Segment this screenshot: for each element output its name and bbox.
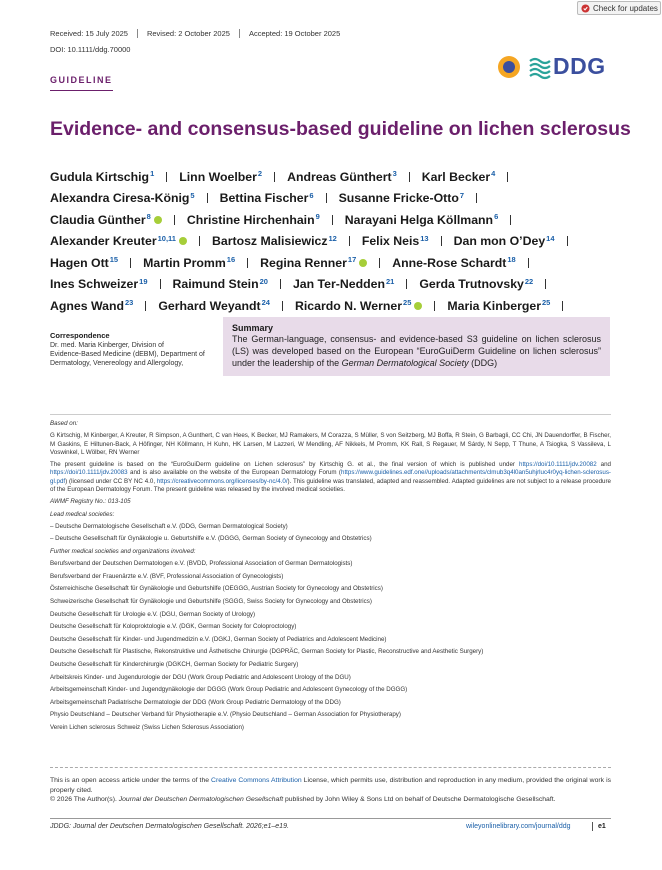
author-line	[50, 295, 615, 317]
affiliation-number: 5	[190, 190, 195, 200]
affiliation-number: 21	[385, 276, 395, 286]
author-name: Linn Woelber	[179, 169, 257, 184]
author-separator	[562, 301, 563, 311]
author-separator	[567, 236, 568, 246]
author-name: Christine Hirchenhain	[186, 212, 315, 227]
affiliation-number: 25	[403, 298, 412, 308]
author-separator	[528, 258, 529, 268]
affiliation-number: 12	[328, 233, 337, 243]
copyright-statement: © 2026 The Author(s). Journal der Deutschen Dermatologischen Gesellschaft published by John Wiley & Sons Ltd on behalf of Deutsche Dermatologische Gesellschaft.	[50, 796, 556, 803]
author[interactable]	[50, 256, 118, 270]
author-separator	[507, 172, 508, 182]
author[interactable]	[295, 299, 422, 313]
correspondence-line: Dermatology, Venereology and Allergology,	[50, 360, 184, 367]
summary-box	[223, 317, 610, 376]
author-name: Anne-Rose Schardt	[392, 255, 507, 270]
correspondence-heading: Correspondence	[50, 331, 110, 340]
based-on-label: Based on:	[50, 420, 78, 427]
author-name: Jan Ter-Nedden	[292, 277, 385, 292]
author-separator	[274, 172, 275, 182]
article-title: Evidence- and consensus-based guideline on lichen sclerosus	[50, 118, 631, 140]
author-separator	[441, 236, 442, 246]
author[interactable]	[179, 170, 262, 184]
affiliation-number: 16	[226, 255, 236, 265]
participating-society: Deutsche Gesellschaft für Plastische, Rekonstruktive und Ästhetische Chirurgie (DGPRÄC, German Society for Plastic, Reconstructive and Aesthetic Surgery)	[50, 648, 484, 656]
author-separator	[247, 258, 248, 268]
edf-guideline-link[interactable]: https://www.guidelines.edf.one//uploads/attachments/clmub3q4l0an5uhjrluc4r0yq-lichen-sclerosus-gl.pdf	[50, 469, 611, 485]
lead-society: – Deutsche Dermatologische Gesellschaft e.V. (DDG, German Dermatological Society)	[50, 522, 288, 530]
author[interactable]	[50, 277, 148, 291]
affiliation-number: 25	[542, 298, 551, 308]
affiliation-number: 9	[315, 212, 320, 222]
further-societies-list	[50, 560, 611, 732]
author-separator	[130, 258, 131, 268]
affiliation-number: 1	[150, 169, 155, 179]
correspondence	[50, 331, 215, 368]
divider	[50, 414, 611, 415]
author-separator	[406, 279, 407, 289]
affiliation-number: 10,11	[157, 233, 176, 243]
journal-citation: JDDG: Journal der Deutschen Dermatologischen Gesellschaft. 2026;e1–e19.	[50, 823, 289, 830]
author[interactable]	[50, 170, 154, 184]
license-link[interactable]: https://creativecommons.org/licenses/by-nc/4.0/	[156, 477, 288, 485]
correspondence-line: Evidence-Based Medicine (dEBM), Department of	[50, 351, 205, 358]
logo-text: DDG	[553, 53, 606, 79]
awmf-registry: AWMF Registry No.: 013-105	[50, 498, 131, 506]
affiliation-number: 8	[146, 212, 151, 222]
further-societies-label: Further medical societies and organizations involved:	[50, 547, 196, 555]
affiliation-number: 14	[546, 233, 555, 243]
author-name: Ricardo N. Werner	[294, 298, 403, 313]
participating-society: Arbeitskreis Kinder- und Jugendurologie der DGU (Work Group Pediatric and Adolescent Urology of the DGU)	[50, 673, 351, 681]
participating-society: Arbeitsgemeinschaft Padiatrische Dermatologie der DDG (Work Group Pediatric Dermatology of the DDG)	[50, 698, 341, 706]
author-name: Bartosz Malisiewicz	[211, 234, 328, 249]
author[interactable]	[454, 234, 555, 248]
participating-society: Berufsverband der Frauenärzte e.V. (BVF, Professional Association of Gynecologists)	[50, 572, 284, 580]
author-name: Raimund Stein	[172, 277, 259, 292]
participating-society: Arbeitsgemeinschaft Kinder- und Jugendgynäkologie der DGGG (Work Group Pediatric and Adolescent Gynecology of the DGGG)	[50, 686, 408, 694]
author[interactable]	[287, 170, 397, 184]
author-name: Alexandra Ciresa-König	[50, 191, 190, 206]
author-line	[50, 231, 615, 253]
orcid-icon[interactable]	[154, 216, 162, 224]
orcid-icon[interactable]	[179, 237, 187, 245]
author[interactable]	[392, 256, 515, 270]
author-separator	[332, 215, 333, 225]
author[interactable]	[173, 277, 268, 291]
affiliation-number: 18	[507, 255, 516, 265]
participating-society: Physio Deutschland – Deutscher Verband für Physiotherapie e.V. (Physio Deutschland – German Association for Physiotherapy)	[50, 711, 401, 719]
affiliation-number: 4	[491, 169, 496, 179]
affiliation-number: 13	[420, 233, 429, 243]
participating-society: Deutsche Gesellschaft für Urologie e.V. (DGU, German Society of Urology)	[50, 610, 256, 618]
author-separator	[545, 279, 546, 289]
accepted-date: Accepted: 19 October 2025	[248, 29, 341, 38]
participating-society: Verein Lichen sclerosus Schweiz (Swiss Lichen Sclerosus Association)	[50, 723, 244, 731]
author[interactable]	[50, 234, 187, 248]
author-name: Bettina Fischer	[219, 191, 309, 206]
affiliation-number: 7	[459, 190, 465, 200]
footer-separator	[592, 822, 593, 831]
participating-society: Berufsverband der Deutschen Dermatologen e.V. (BVDD, Professional Association of German Dermatologists)	[50, 560, 353, 568]
author-separator	[476, 193, 477, 203]
affiliation-number: 20	[259, 276, 268, 286]
author[interactable]	[50, 191, 195, 205]
summary-heading: Summary	[232, 323, 274, 333]
author-separator	[199, 236, 200, 246]
author-name: Gerda Trutnovsky	[419, 277, 524, 292]
affiliation-number: 3	[392, 169, 397, 179]
affiliation-number: 24	[261, 298, 270, 308]
author-name: Martin Promm	[143, 255, 226, 270]
lead-societies-label: Lead medical societies:	[50, 510, 115, 518]
affiliation-number: 15	[109, 255, 119, 265]
article-dates	[50, 29, 358, 38]
label-underline	[50, 90, 113, 91]
received-date: Received: 15 July 2025	[50, 29, 138, 38]
affiliation-number: 19	[139, 276, 148, 286]
author-name: Gudula Kirtschig	[50, 169, 150, 184]
divider	[50, 767, 611, 768]
participating-society: Deutsche Gesellschaft für Koloproktologie e.V. (DGK, German Society for Coloproctology)	[50, 623, 297, 631]
orcid-icon[interactable]	[359, 259, 367, 267]
open-access-statement: This is an open access article under the terms of the Creative Commons Attribution License, which permits use, distribution and reproduction in any medium, provided the original work is properly cited.	[50, 777, 611, 794]
author[interactable]	[345, 213, 498, 227]
author[interactable]	[362, 234, 429, 248]
author-name: Ines Schweizer	[50, 277, 139, 292]
affiliation-number: 2	[257, 169, 263, 179]
participating-society: Österreichische Gesellschaft für Gynäkologie und Geburtshilfe (OEGGG, Austrian Society for Gynecology and Obstetrics)	[50, 585, 383, 593]
author-separator	[282, 301, 283, 311]
author-name: Gerhard Weyandt	[158, 298, 261, 313]
author[interactable]	[143, 256, 235, 270]
doi-link[interactable]: https://doi/10.1111/jdv.20082	[519, 461, 597, 469]
author-separator	[326, 193, 327, 203]
author-separator	[510, 215, 511, 225]
author-name: Dan mon O’Dey	[453, 234, 546, 249]
journal-url-link[interactable]: wileyonlinelibrary.com/journal/ddg	[466, 823, 571, 830]
article-type-label: GUIDELINE	[50, 75, 113, 85]
author-name: Regina Renner	[260, 255, 347, 270]
author-separator	[409, 172, 410, 182]
participating-society: Deutsche Gesellschaft für Kinder- und Jugendmedizin e.V. (DGKJ, German Society of Pediatrics and Adolescent Medicine)	[50, 635, 387, 643]
footer-divider	[50, 818, 611, 819]
doi: DOI: 10.1111/ddg.70000	[50, 45, 131, 54]
author-separator	[174, 215, 175, 225]
page-number: e1	[598, 823, 606, 830]
author-separator	[434, 301, 435, 311]
author-separator	[145, 301, 146, 311]
author[interactable]	[187, 213, 320, 227]
author-separator	[379, 258, 380, 268]
author[interactable]	[447, 299, 550, 313]
check-for-updates-button[interactable]	[577, 1, 661, 15]
based-on-authors: G Kirtschig, M Kinberger, A Kreuter, R Simpson, A Gunthert, C van Hees, K Becker, MJ Ramakers, M Corazza, S Müller, S von Seitzberg, MJ Boffa, R Stein, G Barbagli, CC Chi, JN Dauendorffer, B Fischer, M Gaskins, E Hiltunen-Back, A Höfinger, NH Köllmann, H Kuhn, HK Larsen, M Lazzeri, W Mendling, AF Nikkels, M Promm, KK Rall, S Regauer, M Sárdy, N Sepp, T Thune, A Tsiogka, S Vassileva, L Voswinkel, L Wölber, RN Werner	[50, 432, 611, 456]
cc-by-link[interactable]: Creative Commons Attribution	[211, 777, 302, 784]
orcid-icon[interactable]	[414, 302, 422, 310]
based-on-statement: The present guideline is based on the “EuroGuiDerm guideline on Lichen sclerosus” by Kirtschig G. et al., the final version of which is published under https://doi/10.1111/jdv.20082 and https://doi/10.1111/jdv.20083 and is also available on the website of the European Dermatology Forum (https://www.guidelines.edf.one//uploads/attachments/clmub3q4l0an5uhjrluc4r0yq-lichen-sclerosus-gl.pdf) (licensed under CC BY NC 4.0, https://creativecommons.org/licenses/by-nc/4.0/). This guideline was translated, adapted and reassembled. Adapted guidelines are not subject to a release procedure of the European Dermatology Forum. The present guideline was released by the involved medical societies.	[50, 461, 611, 494]
author[interactable]	[260, 256, 367, 270]
author-name: Karl Becker	[421, 169, 491, 184]
affiliation-number: 6	[494, 212, 499, 222]
author[interactable]	[50, 299, 133, 313]
author-name: Alexander Kreuter	[50, 234, 157, 249]
author-separator	[166, 172, 167, 182]
author-line	[50, 209, 615, 231]
lead-society: – Deutsche Gesellschaft für Gynäkologie u. Geburtshilfe e.V. (DGGG, German Society of Gynecology and Obstetrics)	[50, 535, 372, 543]
participating-society: Schweizerische Gesellschaft für Gynäkologie und Geburtshilfe (SGGG, Swiss Society for Gynecology and Obstetrics)	[50, 597, 372, 605]
author-name: Susanne Fricke-Otto	[338, 191, 459, 206]
author[interactable]	[419, 277, 533, 291]
affiliation-number: 6	[309, 190, 314, 200]
author-separator	[207, 193, 208, 203]
author-name: Maria Kinberger	[447, 298, 542, 313]
author-name: Claudia Günther	[50, 212, 146, 227]
author-line	[50, 252, 615, 274]
affiliation-number: 22	[524, 276, 534, 286]
author-name: Narayani Helga Köllmann	[344, 212, 494, 227]
author[interactable]	[220, 191, 314, 205]
author-separator	[280, 279, 281, 289]
author[interactable]	[339, 191, 464, 205]
doi-link[interactable]: https://doi/10.1111/jdv.20083	[50, 469, 128, 477]
author[interactable]	[50, 213, 162, 227]
author-line	[50, 188, 615, 210]
correspondence-line: Dr. med. Maria Kinberger, Division of	[50, 342, 164, 349]
author[interactable]	[293, 277, 394, 291]
author-list	[50, 166, 615, 317]
revised-date: Revised: 2 October 2025	[147, 29, 240, 38]
check-updates-label: Check for updates	[593, 3, 658, 13]
author-line	[50, 166, 615, 188]
ddg-logo	[497, 53, 612, 81]
participating-society: Deutsche Gesellschaft für Kinderchirurgie (DGKCH, German Society for Pediatric Surgery)	[50, 660, 299, 668]
author-name: Hagen Ott	[50, 255, 109, 270]
author-separator	[160, 279, 161, 289]
author[interactable]	[422, 170, 496, 184]
author-separator	[349, 236, 350, 246]
affiliation-number: 23	[125, 298, 134, 308]
author[interactable]	[212, 234, 337, 248]
affiliation-number: 17	[347, 255, 357, 265]
author-name: Felix Neis	[361, 234, 420, 249]
summary-text: The German-language, consensus- and evidence-based S3 guideline on lichen sclerosus (LS) was developed based on the European “EuroGuiDerm Guideline on lichen sclerosus” under the leadership of the German Dermatological Society (DDG)	[232, 334, 601, 368]
license-block	[50, 776, 611, 805]
author-name: Agnes Wand	[50, 298, 125, 313]
author-line	[50, 274, 615, 296]
author-name: Andreas Günthert	[287, 169, 392, 184]
refresh-icon	[581, 4, 590, 13]
author[interactable]	[158, 299, 270, 313]
notes-block	[50, 420, 611, 732]
